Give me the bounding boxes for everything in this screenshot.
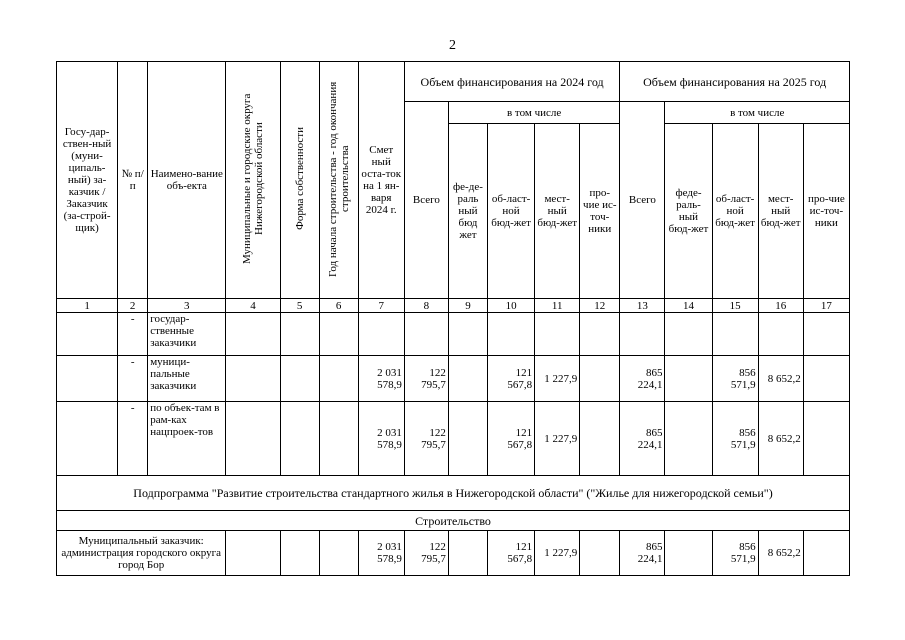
header-other-2025: про-чие ис-точ-ники bbox=[803, 124, 849, 299]
col-num: 14 bbox=[665, 299, 712, 313]
cell-object-name: по объек-там в рам-ках нацпроек-тов bbox=[148, 402, 226, 476]
subprogram-title: Подпрограмма "Развитие строительства стандартного жилья в Нижегородской области" ("Жилье для нижегородской семьи") bbox=[57, 476, 850, 511]
cell-num: - bbox=[118, 356, 148, 402]
header-municipality bbox=[226, 62, 280, 299]
subprogram-row bbox=[57, 476, 850, 511]
header-incl-2025: в том числе bbox=[665, 102, 850, 124]
table-row bbox=[57, 356, 850, 402]
page-number: 2 bbox=[449, 38, 456, 53]
header-total-2024: Всего bbox=[404, 102, 448, 299]
cell-empty bbox=[803, 313, 849, 356]
cell-empty bbox=[280, 313, 319, 356]
header-other-2024: про-чие ис-точ-ники bbox=[580, 124, 620, 299]
cell-total-2025: 865 224,1 bbox=[620, 531, 665, 576]
cell-remaining: 2 031 578,9 bbox=[358, 402, 404, 476]
cell-empty bbox=[319, 356, 358, 402]
cell-empty bbox=[665, 356, 712, 402]
header-regional-2024: об-ласт-ной бюд-жет bbox=[488, 124, 535, 299]
cell-local-2025: 8 652,2 bbox=[758, 531, 803, 576]
header-fin-2025: Объем финансирования на 2025 год bbox=[620, 62, 850, 102]
cell-empty bbox=[319, 313, 358, 356]
cell-empty bbox=[226, 402, 280, 476]
col-num: 12 bbox=[580, 299, 620, 313]
col-num: 1 bbox=[57, 299, 118, 313]
table-row bbox=[57, 531, 850, 576]
col-num: 8 bbox=[404, 299, 448, 313]
header-fin-2024: Объем финансирования на 2024 год bbox=[404, 62, 620, 102]
cell-customer bbox=[57, 402, 118, 476]
cell-empty bbox=[803, 531, 849, 576]
cell-num: - bbox=[118, 313, 148, 356]
cell-local-2024: 1 227,9 bbox=[535, 402, 580, 476]
cell-local-2024: 1 227,9 bbox=[535, 531, 580, 576]
header-ownership-text: Форма собственности bbox=[293, 127, 306, 230]
col-num: 10 bbox=[488, 299, 535, 313]
cell-empty bbox=[226, 531, 280, 576]
header-local-2024: мест-ный бюд-жет bbox=[535, 124, 580, 299]
cell-empty bbox=[580, 356, 620, 402]
header-years-text: Год начала строительства - год окончания строительства bbox=[326, 80, 351, 277]
col-num: 4 bbox=[226, 299, 280, 313]
header-incl-2024: в том числе bbox=[448, 102, 619, 124]
col-num: 7 bbox=[358, 299, 404, 313]
cell-total-2024: 122 795,7 bbox=[404, 356, 448, 402]
col-num: 13 bbox=[620, 299, 665, 313]
col-num: 17 bbox=[803, 299, 849, 313]
cell-empty bbox=[280, 402, 319, 476]
cell-object-name: муници-пальные заказчики bbox=[148, 356, 226, 402]
col-num: 9 bbox=[448, 299, 487, 313]
cell-regional-2024: 121 567,8 bbox=[488, 356, 535, 402]
cell-regional-2024: 121 567,8 bbox=[488, 531, 535, 576]
col-num: 3 bbox=[148, 299, 226, 313]
header-remaining: Смет ный оста-ток на 1 ян-варя 2024 г. bbox=[358, 62, 404, 299]
header-municipality-text: Муниципальные и городские округа Нижегородской области bbox=[240, 93, 265, 264]
cell-empty bbox=[280, 356, 319, 402]
cell-empty bbox=[665, 313, 712, 356]
header-regional-2025: об-ласт-ной бюд-жет bbox=[712, 124, 758, 299]
cell-customer-bor: Муниципальный заказчик: администрация городского округа город Бор bbox=[57, 531, 226, 576]
cell-regional-2025: 856 571,9 bbox=[712, 402, 758, 476]
col-num: 5 bbox=[280, 299, 319, 313]
cell-empty bbox=[448, 402, 487, 476]
cell-remaining: 2 031 578,9 bbox=[358, 356, 404, 402]
cell-empty bbox=[226, 356, 280, 402]
cell-empty bbox=[319, 531, 358, 576]
construction-row bbox=[57, 511, 850, 531]
cell-local-2024 bbox=[535, 313, 580, 356]
construction-title: Строительство bbox=[57, 511, 850, 531]
cell-regional-2025: 856 571,9 bbox=[712, 531, 758, 576]
cell-total-2025: 865 224,1 bbox=[620, 402, 665, 476]
header-total-2025: Всего bbox=[620, 102, 665, 299]
cell-object-name: государ-ственные заказчики bbox=[148, 313, 226, 356]
cell-regional-2025: 856 571,9 bbox=[712, 356, 758, 402]
cell-empty bbox=[665, 531, 712, 576]
column-numbers-row bbox=[57, 299, 850, 313]
cell-regional-2025 bbox=[712, 313, 758, 356]
cell-regional-2024: 121 567,8 bbox=[488, 402, 535, 476]
cell-regional-2024 bbox=[488, 313, 535, 356]
cell-local-2025: 8 652,2 bbox=[758, 402, 803, 476]
cell-total-2025: 865 224,1 bbox=[620, 356, 665, 402]
cell-customer bbox=[57, 313, 118, 356]
header-customer: Госу-дар-ствен-ный (муни-ципаль-ный) за-казчик / Заказчик (за-строй-щик) bbox=[57, 62, 118, 299]
cell-empty bbox=[448, 356, 487, 402]
header-row-1 bbox=[57, 62, 850, 102]
col-num: 11 bbox=[535, 299, 580, 313]
col-num: 2 bbox=[118, 299, 148, 313]
table-row bbox=[57, 313, 850, 356]
cell-empty bbox=[580, 531, 620, 576]
header-federal-2024: фе-де-раль ный бюд жет bbox=[448, 124, 487, 299]
cell-total-2024: 122 795,7 bbox=[404, 531, 448, 576]
cell-empty bbox=[580, 313, 620, 356]
cell-customer bbox=[57, 356, 118, 402]
cell-total-2024 bbox=[404, 313, 448, 356]
cell-remaining: 2 031 578,9 bbox=[358, 531, 404, 576]
cell-local-2025: 8 652,2 bbox=[758, 356, 803, 402]
col-num: 16 bbox=[758, 299, 803, 313]
header-federal-2025: феде-раль-ный бюд-жет bbox=[665, 124, 712, 299]
financing-table bbox=[56, 61, 850, 576]
cell-total-2025 bbox=[620, 313, 665, 356]
cell-empty bbox=[448, 313, 487, 356]
header-years bbox=[319, 62, 358, 299]
cell-total-2024: 122 795,7 bbox=[404, 402, 448, 476]
cell-remaining bbox=[358, 313, 404, 356]
cell-num: - bbox=[118, 402, 148, 476]
header-object-name: Наимено-вание объ-екта bbox=[148, 62, 226, 299]
header-num: № п/п bbox=[118, 62, 148, 299]
cell-local-2024: 1 227,9 bbox=[535, 356, 580, 402]
cell-empty bbox=[665, 402, 712, 476]
header-ownership bbox=[280, 62, 319, 299]
cell-empty bbox=[448, 531, 487, 576]
cell-empty bbox=[580, 402, 620, 476]
col-num: 6 bbox=[319, 299, 358, 313]
cell-empty bbox=[803, 402, 849, 476]
cell-local-2025 bbox=[758, 313, 803, 356]
cell-empty bbox=[319, 402, 358, 476]
cell-empty bbox=[280, 531, 319, 576]
cell-empty bbox=[803, 356, 849, 402]
cell-empty bbox=[226, 313, 280, 356]
col-num: 15 bbox=[712, 299, 758, 313]
header-local-2025: мест-ный бюд-жет bbox=[758, 124, 803, 299]
table-row bbox=[57, 402, 850, 476]
